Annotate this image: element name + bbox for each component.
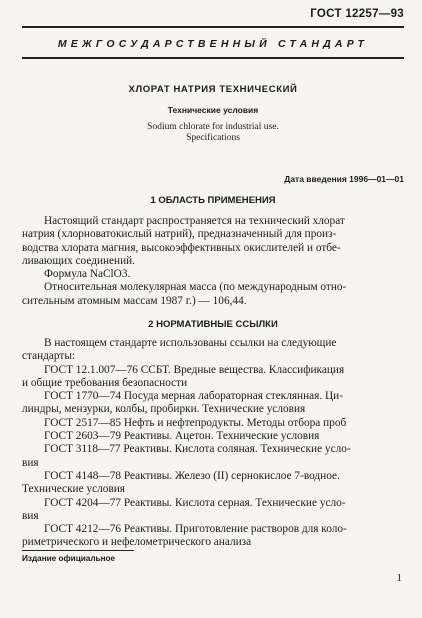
- kind-rule: [22, 57, 404, 59]
- reference-line: риметрического и нефелометрического анализа: [22, 536, 252, 549]
- section1-heading: 1 ОБЛАСТЬ ПРИМЕНЕНИЯ: [150, 195, 276, 206]
- page-number: 1: [396, 572, 402, 584]
- subtitle-ru: Технические условия: [167, 105, 259, 115]
- reference-line: ГОСТ 2517—85 Нефть и нефтепродукты. Методы отбора проб: [44, 416, 347, 429]
- formula-line: Формула NaClO3.: [44, 268, 131, 281]
- title-en-line: Specifications: [186, 133, 240, 143]
- paragraph-line: В настоящем стандарте использованы ссылки на следующие: [44, 337, 337, 349]
- reference-line: и общие требования безопасности: [22, 376, 188, 389]
- reference-line: линдры, мензурки, колбы, пробирки. Технические условия: [22, 403, 306, 416]
- doc-number: ГОСТ 12257—93: [310, 8, 404, 20]
- reference-line: ГОСТ 1770—74 Посуда мерная лабораторная стеклянная. Ци-: [44, 390, 343, 403]
- paragraph-line: ливающих соединений.: [22, 254, 136, 267]
- reference-line: Технические условия: [22, 483, 125, 496]
- paragraph-line: натрия (хлорноватокислый натрий), предназначенный для произ-: [22, 228, 337, 241]
- title-en: [22, 122, 404, 144]
- section1-body: [22, 215, 404, 308]
- reference-line: ГОСТ 4204—77 Реактивы. Кислота серная. Технические усло-: [44, 496, 346, 509]
- paragraph-line: стандарты:: [22, 350, 76, 363]
- standard-kind: МЕЖГОСУДАРСТВЕННЫЙ СТАНДАРТ: [57, 38, 369, 50]
- section2-body: [22, 337, 404, 550]
- reference-line: ГОСТ 12.1.007—76 ССБТ. Вредные вещества. Классификация: [44, 363, 345, 376]
- reference-line: ГОСТ 2603—79 Реактивы. Ацетон. Технические условия: [44, 430, 320, 443]
- reference-line: вия: [22, 509, 39, 522]
- effective-date: Дата введения 1996—01—01: [284, 174, 404, 184]
- title-en-line: Sodium chlorate for industrial use.: [147, 122, 279, 132]
- reference-line: вия: [22, 456, 39, 469]
- paragraph-line: Относительная молекулярная масса (по международным отно-: [44, 281, 347, 294]
- title-ru: ХЛОРАТ НАТРИЯ ТЕХНИЧЕСКИЙ: [128, 84, 298, 95]
- paragraph-line: Настоящий стандарт распространяется на технический хлорат: [44, 215, 345, 227]
- paragraph-line: водства хлората магния, высокоэффективных окислителей и отбе-: [22, 241, 341, 254]
- top-rule: [22, 26, 404, 28]
- reference-line: ГОСТ 4212—76 Реактивы. Приготовление растворов для коло-: [44, 523, 347, 536]
- reference-line: ГОСТ 4148—78 Реактивы. Железо (II) сернокислое 7-водное.: [44, 469, 340, 482]
- section2-heading: 2 НОРМАТИВНЫЕ ССЫЛКИ: [148, 319, 278, 330]
- footer-rule: [22, 550, 134, 551]
- paragraph-line: сительным атомным массам 1987 г.) — 106,44.: [22, 294, 247, 307]
- reference-line: ГОСТ 3118—77 Реактивы. Кислота соляная. Технические усло-: [44, 443, 351, 456]
- edition-label: Издание официальное: [22, 554, 116, 563]
